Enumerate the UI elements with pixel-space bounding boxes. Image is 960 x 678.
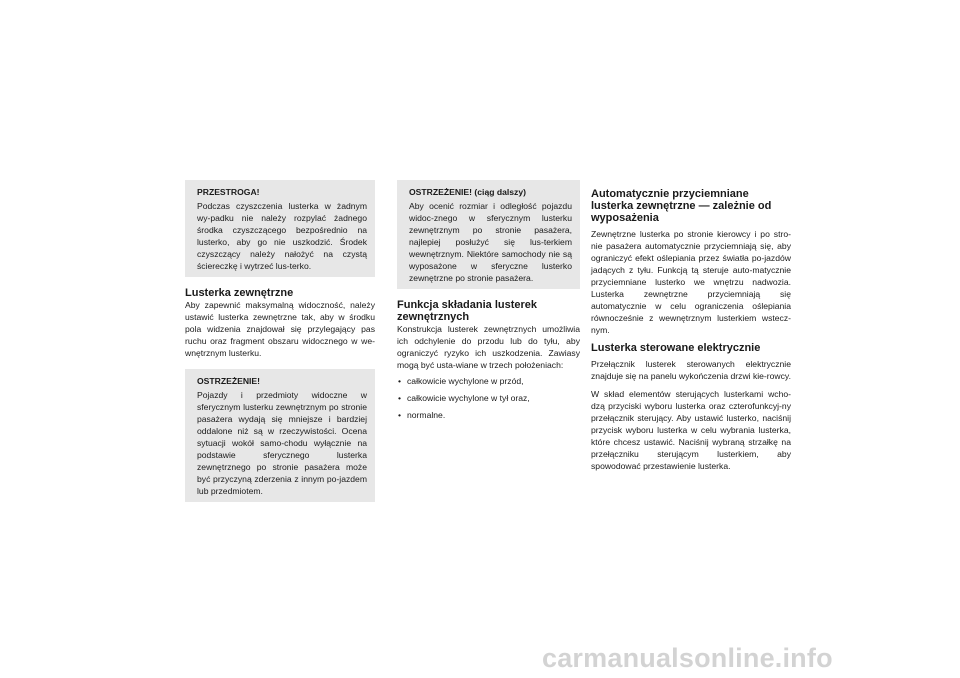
warning-title: OSTRZEŻENIE!	[197, 376, 261, 386]
warning-text: Podczas czyszczenia lusterka w żadnym wy-padku nie należy rozpylać żadnego środka czyszczącego bezpośrednio na lusterko, aby go nie uszkodzić. Środek czyszczący należy nałożyć na czystą ściereczkę i wytrzeć lus-terko.	[197, 201, 367, 271]
list-item: • całkowicie wychylone w tył oraz,	[397, 392, 580, 404]
section-heading-power-mirrors: Lusterka sterowane elektrycznie	[591, 342, 761, 354]
warning-box-convex-mirror	[185, 369, 375, 502]
section-text-auto-dimming: Zewnętrzne lusterka po stronie kierowcy i po stro-nie pasażera automatycznie przyciemniają się, aby ograniczyć efekt oślepiania przez światła po-jazdów jadących z tyłu. Funkcją tą steruje auto-matycznie przyciemniane lusterko we wnętrzu nadwozia. Lusterka zewnętrzne przyciemniają się automatycznie w celu ograniczenia oślepiania równocześnie z wewnętrznym lusterkiem wstecz-nym.	[591, 229, 791, 335]
column-middle	[397, 180, 580, 426]
warning-text: Aby ocenić rozmiar i odległość pojazdu widoc-znego w sferycznym lusterku zewnętrznym po stronie pasażera, najlepiej posłużyć się lus-terkiem wewnętrznym. Niektóre samochody nie są wyposażone w sferyczne lusterko zewnętrzne po stronie pasażera.	[409, 201, 572, 283]
section-heading-auto-dimming: Automatycznie przyciemniane lusterka zewnętrzne — zależnie od wyposażenia	[591, 188, 772, 224]
list-item: • całkowicie wychylone w przód,	[397, 375, 580, 387]
section-text-power-mirrors-switch: Przełącznik lusterek sterowanych elektrycznie znajduje się na panelu wykończenia drzwi kie-rowcy.	[591, 359, 791, 381]
warning-text: Pojazdy i przedmioty widoczne w sferycznym lusterku zewnętrznym po stronie pasażera wydają się mniejsze i bardziej oddalone niż są w rzeczywistości. Ocena sytuacji wokół samo-chodu wyłącznie na podstawie sferycznego lusterka zewnętrznego po stronie pasażera może być przyczyną zderzenia z innym po-jazdem lub przedmiotem.	[197, 390, 367, 496]
section-text-folding-mirrors: Konstrukcja lusterek zewnętrznych umożliwia ich odchylenie do przodu lub do tyłu, aby ograniczyć ryzyko ich uszkodzenia. Zawiasy mogą być usta-wiane w trzech położeniach:	[397, 324, 580, 370]
warning-title: PRZESTROGA!	[197, 187, 260, 197]
section-heading-outside-mirrors: Lusterka zewnętrzne	[185, 287, 294, 299]
section-heading-folding-mirrors: Funkcja składania lusterek zewnętrznych	[397, 299, 538, 323]
column-left	[185, 180, 375, 502]
column-right	[591, 180, 791, 472]
list-item: • normalne.	[397, 409, 580, 421]
section-text-outside-mirrors: Aby zapewnić maksymalną widoczność, należy ustawić lusterka zewnętrzne tak, aby w środku pola widzenia znajdował się przylegający pas ruchu oraz fragment obszaru widocznego w we-wnętrznym lusterku.	[185, 300, 375, 358]
warning-title: OSTRZEŻENIE! (ciąg dalszy)	[409, 187, 526, 197]
warning-box-caution	[185, 180, 375, 277]
warning-box-continued	[397, 180, 580, 289]
section-text-power-mirrors-controls: W skład elementów sterujących lusterkami wcho-dzą przyciski wyboru lusterka oraz czterofunkcyj-ny przełącznik sterujący. Aby ustawić lusterko, naciśnij przycisk wyboru lusterka w celu wybrania lusterka, które chcesz ustawić. Naciśnij wybraną strzałkę na przełączniku sterującym lusterkiem, aby spowodować przestawienie lusterka.	[591, 389, 791, 471]
watermark-text: carmanualsonline.info	[542, 643, 833, 673]
hinge-positions-list	[397, 375, 580, 421]
